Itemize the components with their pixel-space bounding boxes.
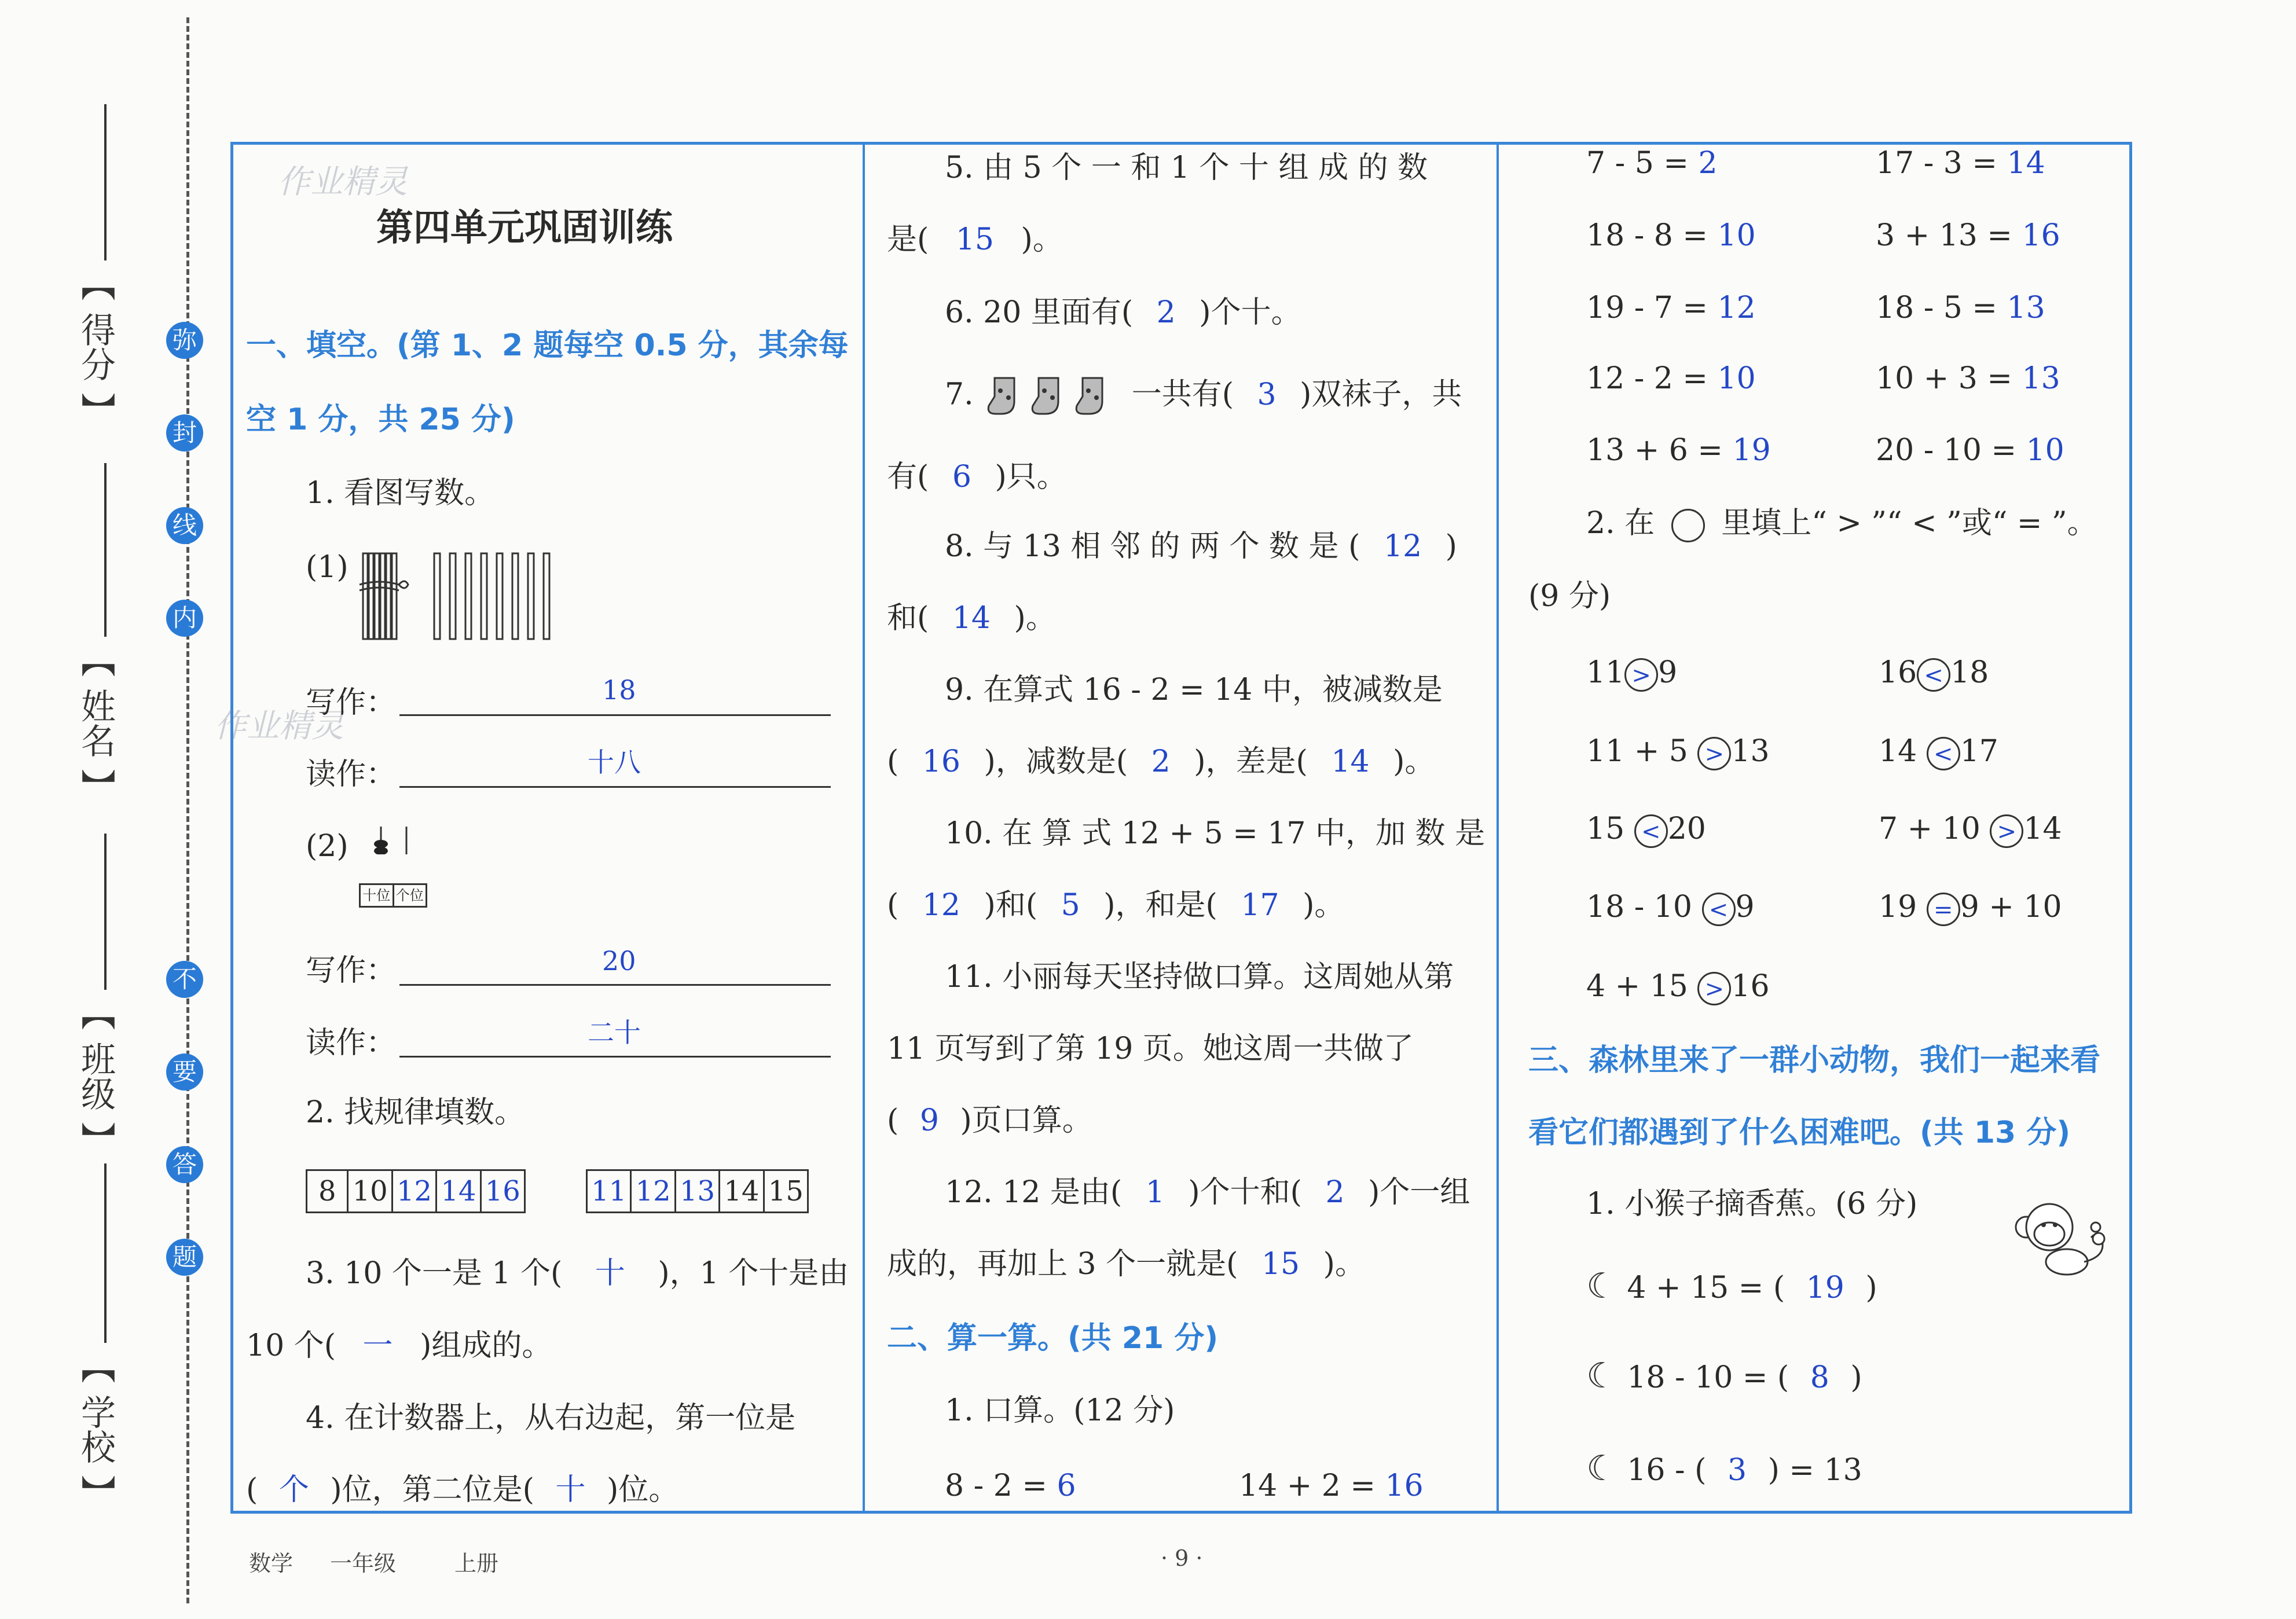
q1-2-write-label: 写作： (306, 953, 397, 988)
question-6 (945, 294, 1301, 331)
question-7-line1 (945, 373, 1462, 420)
q10-answer-1: 12 (922, 888, 960, 923)
calc-expression: 7 - 5 = (1586, 146, 1699, 181)
question-9-line1: 9. 在算式 16 - 2 = 14 中，被减数是 (945, 673, 1443, 707)
cmp-right: 14 (2023, 812, 2062, 846)
cmp-row-1-left (1586, 654, 1677, 692)
score-line (104, 104, 107, 260)
cmp-row-3-left (1586, 810, 1706, 848)
abacus-tens-label: 十位 (361, 885, 394, 906)
q1-2-read-label: 读作： (306, 1026, 397, 1060)
class-line (104, 1163, 107, 1343)
banana-1-answer: 19 (1806, 1271, 1844, 1305)
q9-answer-2: 2 (1151, 744, 1171, 779)
q1-1-read-label: 读作： (306, 757, 397, 792)
question-10-line1: 10. 在 算 式 12 + 5 = 17 中，加 数 是 (945, 816, 1486, 851)
q7-text-a: 7. (945, 377, 974, 412)
calc-row-0-right (1239, 1467, 1424, 1504)
cmp-sign: < (1634, 814, 1668, 848)
cmp-left: 14 (1879, 734, 1917, 769)
calc-row-5-left (1586, 432, 1771, 469)
calc-expression: 18 - 5 = (1876, 291, 2007, 325)
cut-line (186, 17, 189, 1603)
q6-text-b: )个十。 (1199, 295, 1301, 330)
calc-expression: 3 + 13 = (1876, 218, 2022, 253)
q10-text-c: )和( (984, 888, 1038, 923)
seq1-cell: 8 (307, 1171, 349, 1212)
calc-answer: 14 (2007, 146, 2045, 181)
question-3-line2 (246, 1327, 552, 1364)
q1-1-write-line (399, 714, 831, 716)
cmp-left: 11 + 5 (1586, 734, 1688, 769)
question-5-line1: 5. 由 5 个 一 和 1 个 十 组 成 的 数 (945, 150, 1428, 185)
banana-3-text-b: ) = 13 (1767, 1453, 1862, 1488)
calc-row-2-right (1876, 217, 2060, 254)
footer-subject: 数学 (249, 1551, 294, 1576)
banana-1-text-b: ) (1865, 1271, 1877, 1305)
q6-answer: 2 (1156, 295, 1176, 330)
q12-answer-2: 2 (1325, 1175, 1345, 1210)
calc-answer: 16 (2022, 218, 2060, 253)
cmp-sign: > (1697, 972, 1731, 1005)
abacus-ones-label: 个位 (395, 887, 424, 904)
question-1-2-label: (2) (306, 829, 349, 864)
cmp-right: 9 + 10 (1960, 890, 2062, 924)
question-4-line2 (246, 1471, 678, 1508)
q8-text-c: 和( (887, 601, 929, 636)
q1-1-write-label: 写作： (306, 685, 397, 720)
banana-1-text-a: 4 + 15 = ( (1627, 1271, 1785, 1305)
cmp-row-2-left (1586, 733, 1770, 770)
banana-problem-1 (1586, 1268, 1877, 1306)
q1-2-read-answer: 二十 (588, 1017, 641, 1048)
cmp-sign: < (1917, 658, 1950, 692)
seal-char-4: 内 (166, 600, 203, 637)
cmp-sign: > (1990, 814, 2023, 848)
question-4-line1: 4. 在计数器上，从右边起，第一位是 (306, 1401, 796, 1436)
question-7-line2 (887, 458, 1067, 495)
banana-problem-3 (1586, 1450, 1862, 1489)
sticks-figure (356, 550, 553, 643)
q10-answer-3: 17 (1241, 888, 1279, 923)
monkey-icon (2003, 1192, 2119, 1285)
q1-2-read-line (399, 1056, 831, 1058)
question-5-line2 (887, 221, 1063, 258)
banana-2-text-a: 18 - 10 = ( (1627, 1360, 1789, 1395)
score-label: 【 得分 】 (75, 266, 116, 428)
cmp-row-4-right (1879, 889, 2062, 926)
q9-answer-1: 16 (922, 744, 960, 779)
calc-row-2-left (1586, 217, 1756, 254)
q1-2-write-line (399, 984, 831, 986)
class-label: 【 班级 】 (75, 996, 116, 1157)
question-1-1-label: (1) (306, 550, 349, 585)
name-label: 【 姓名 】 (75, 643, 116, 804)
section-3-heading-line2: 看它们都遇到了什么困难吧。(共 13 分) (1528, 1115, 2071, 1150)
section-2-heading: 二、算一算。(共 21 分) (887, 1321, 1219, 1356)
seq1-cell-answer: 12 (393, 1171, 437, 1212)
seq1-cell-answer: 16 (485, 1175, 520, 1207)
q8-text-d: )。 (1014, 601, 1056, 636)
cmp-right: 9 (1735, 890, 1755, 924)
q8-answer-2: 14 (952, 601, 991, 636)
cmp-sign: < (1927, 737, 1960, 770)
section-1-heading-line1: 一、填空。(第 1、2 题每空 0.5 分，其余每 (246, 328, 849, 363)
q4-text-d: )位。 (607, 1473, 679, 1507)
q3-text-a: 3. 10 个一是 1 个( (306, 1256, 563, 1291)
q7-text-b: 一共有( (1131, 377, 1234, 412)
q1-1-write-answer: 18 (602, 674, 636, 706)
abacus-figure (358, 827, 427, 854)
q1-2-write-answer: 20 (602, 945, 636, 976)
socks-icon (983, 373, 1122, 420)
name-line (104, 834, 107, 990)
section-2-question-1: 1. 口算。(12 分) (945, 1393, 1175, 1428)
q4-answer-2: 十 (555, 1473, 586, 1507)
seal-char-7: 答 (166, 1146, 203, 1183)
q8-text-a: 8. 与 13 相 邻 的 两 个 数 是 ( (945, 529, 1360, 564)
seal-char-8: 题 (166, 1239, 203, 1276)
calc-row-3-left (1586, 289, 1756, 326)
seal-char-3: 线 (166, 507, 203, 544)
q5-text-c: )。 (1021, 222, 1063, 257)
calc-answer: 10 (2026, 433, 2064, 468)
q4-text-c: )位，第二位是( (330, 1473, 534, 1507)
cmp-sign: < (1702, 893, 1736, 926)
question-2: 2. 找规律填数。 (306, 1095, 525, 1130)
q11-answer: 9 (919, 1103, 939, 1138)
cmp-sign: > (1697, 737, 1731, 770)
cmp-q-text-a: 2. 在 (1586, 506, 1655, 541)
q9-text-c: )，减数是( (984, 744, 1128, 779)
cmp-left: 19 (1879, 890, 1917, 924)
cmp-left: 4 + 15 (1586, 969, 1688, 1004)
q1-1-read-answer: 十八 (588, 747, 641, 778)
q4-answer-1: 个 (278, 1473, 309, 1507)
question-8-line1 (945, 528, 1457, 565)
q5-answer: 15 (955, 222, 994, 257)
cmp-q-text-b: 里填上“ > ”“ < ”或“ = ”。 (1721, 506, 2097, 541)
q10-text-e: )。 (1303, 888, 1345, 923)
q6-text-a: 6. 20 里面有( (945, 295, 1134, 330)
seq2-cell: 15 (768, 1175, 804, 1207)
q3-text-b: )，1 个十是由 (658, 1256, 849, 1291)
calc-expression: 14 + 2 = (1239, 1469, 1385, 1503)
cmp-right: 9 (1658, 655, 1678, 690)
seq2-cell-answer: 11 (588, 1171, 632, 1212)
section-3-heading-line1: 三、森林里来了一群小动物，我们一起来看 (1528, 1043, 2101, 1078)
cmp-left: 7 + 10 (1879, 812, 1980, 846)
q12-text-b: )个十和( (1188, 1175, 1302, 1210)
question-11-line1: 11. 小丽每天坚持做口算。这周她从第 (945, 960, 1454, 994)
q4-text-b: ( (246, 1473, 258, 1507)
q12-text-d: 成的，再加上 3 个一就是( (887, 1247, 1238, 1282)
q1-1-read-line (399, 786, 831, 788)
q11-text-c: ( (887, 1103, 899, 1138)
q11-text-d: )页口算。 (960, 1103, 1092, 1138)
calc-answer: 19 (1732, 433, 1771, 468)
cmp-sign: = (1927, 893, 1960, 926)
cmp-right: 20 (1667, 812, 1706, 846)
q8-text-b: ) (1445, 529, 1457, 564)
calc-row-0-left (945, 1467, 1076, 1504)
calc-answer: 12 (1717, 291, 1756, 325)
q9-answer-3: 14 (1331, 744, 1370, 779)
cmp-question-line2: (9 分) (1528, 579, 1611, 614)
q7-text-e: )只。 (995, 460, 1067, 494)
banana-icon: ☾ (1586, 1266, 1618, 1306)
q10-text-b: ( (887, 888, 899, 923)
cmp-row-2-right (1879, 733, 1998, 770)
banana-icon: ☾ (1586, 1356, 1618, 1396)
school-label: 【 学校 】 (75, 1349, 116, 1510)
question-9-line2 (887, 743, 1435, 780)
q9-text-d: )，差是( (1194, 744, 1308, 779)
calc-row-1-left (1586, 145, 1718, 182)
q12-text-e: )。 (1323, 1247, 1365, 1282)
calc-row-1-right (1876, 145, 2045, 182)
calc-answer: 10 (1717, 218, 1756, 253)
q5-text-b: 是( (887, 222, 929, 257)
cmp-row-1-right (1879, 654, 1989, 692)
calc-expression: 10 + 3 = (1876, 361, 2022, 396)
calc-row-3-right (1876, 289, 2045, 326)
question-8-line2 (887, 600, 1056, 637)
q9-text-b: ( (887, 744, 899, 779)
sequence-box-2 (586, 1169, 809, 1213)
calc-answer: 13 (2007, 291, 2045, 325)
footer-grade: 一年级 (330, 1551, 397, 1576)
question-3-line1 (306, 1255, 849, 1292)
cmp-right: 18 (1950, 655, 1989, 690)
banana-icon: ☾ (1586, 1448, 1618, 1489)
cmp-row-5-left (1586, 968, 1770, 1005)
q7-answer-2: 6 (952, 460, 971, 494)
cmp-right: 16 (1731, 969, 1770, 1004)
q3-text-d: )组成的。 (420, 1328, 552, 1363)
cmp-row-4-left (1586, 889, 1755, 926)
q12-answer-1: 1 (1145, 1175, 1165, 1210)
question-12-line1 (945, 1174, 1470, 1211)
q10-answer-2: 5 (1061, 888, 1080, 923)
blank-circle-icon (1671, 509, 1705, 542)
seq1-cell: 10 (349, 1171, 393, 1212)
calc-row-4-right (1876, 360, 2060, 397)
cmp-question-line1 (1586, 505, 2097, 542)
cmp-right: 13 (1731, 734, 1770, 769)
cmp-right: 17 (1960, 734, 1998, 769)
calc-row-5-right (1876, 432, 2064, 469)
seq2-cell-answer: 13 (676, 1171, 720, 1212)
seal-char-1: 弥 (166, 322, 203, 359)
score-line-2 (104, 463, 107, 637)
calc-answer: 6 (1057, 1469, 1076, 1503)
column-divider-2 (1497, 142, 1499, 1514)
calc-answer: 16 (1385, 1469, 1424, 1503)
cmp-left: 15 (1586, 812, 1625, 846)
seal-char-6: 要 (166, 1053, 203, 1091)
watermark: 作业精灵 (278, 163, 408, 201)
q12-text-a: 12. 12 是由( (945, 1175, 1123, 1210)
calc-answer: 10 (1717, 361, 1756, 396)
calc-expression: 20 - 10 = (1876, 433, 2026, 468)
section-3-question-1: 1. 小猴子摘香蕉。(6 分) (1586, 1187, 1918, 1221)
cmp-left: 11 (1586, 655, 1625, 690)
seq2-cell-answer: 12 (632, 1171, 676, 1212)
page-title: 第四单元巩固训练 (376, 207, 673, 249)
q3-answer-1: 十 (595, 1256, 625, 1291)
question-11-line3 (887, 1102, 1092, 1139)
seal-char-2: 封 (166, 414, 203, 451)
question-12-line2 (887, 1246, 1365, 1283)
q9-text-e: )。 (1393, 744, 1435, 779)
q7-answer-1: 3 (1257, 377, 1277, 412)
seq2-cell: 14 (720, 1171, 764, 1212)
seal-char-5: 不 (166, 961, 203, 998)
footer-volume: 上册 (454, 1551, 499, 1576)
calc-expression: 12 - 2 = (1586, 361, 1718, 396)
q8-answer-1: 12 (1383, 529, 1422, 564)
calc-answer: 2 (1698, 146, 1718, 181)
question-1: 1. 看图写数。 (306, 476, 495, 511)
abacus-base (359, 883, 427, 908)
banana-problem-2 (1586, 1357, 1862, 1396)
cmp-sign: > (1624, 658, 1658, 692)
q12-answer-3: 15 (1261, 1247, 1300, 1282)
q3-text-c: 10 个( (246, 1328, 336, 1363)
cmp-row-3-right (1879, 810, 2062, 848)
calc-row-4-left (1586, 360, 1756, 397)
sequence-box-1 (306, 1169, 526, 1213)
question-11-line2: 11 页写到了第 19 页。她这周一共做了 (887, 1031, 1414, 1066)
q3-answer-2: 一 (362, 1328, 393, 1363)
calc-answer: 13 (2022, 361, 2060, 396)
calc-expression: 18 - 8 = (1586, 218, 1718, 253)
cmp-left: 16 (1879, 655, 1917, 690)
page-number: · 9 · (1161, 1545, 1203, 1571)
banana-2-text-b: ) (1850, 1360, 1862, 1395)
calc-expression: 13 + 6 = (1586, 433, 1733, 468)
seq1-cell-answer: 14 (437, 1171, 481, 1212)
q7-text-d: 有( (887, 460, 929, 494)
section-1-heading-line2: 空 1 分，共 25 分) (246, 402, 515, 437)
question-10-line2 (887, 887, 1344, 924)
q12-text-c: )个一组 (1368, 1175, 1470, 1210)
q10-text-d: )，和是( (1103, 888, 1217, 923)
q7-text-c: )双袜子，共 (1300, 377, 1462, 412)
watermark-2: 作业精灵 (214, 707, 344, 745)
calc-expression: 19 - 7 = (1586, 291, 1718, 325)
column-divider-1 (863, 142, 865, 1514)
cmp-left: 18 - 10 (1586, 890, 1692, 924)
banana-3-answer: 3 (1727, 1453, 1747, 1488)
banana-3-text-a: 16 - ( (1627, 1453, 1707, 1488)
calc-expression: 8 - 2 = (945, 1469, 1057, 1503)
calc-expression: 17 - 3 = (1876, 146, 2007, 181)
banana-2-answer: 8 (1810, 1360, 1829, 1395)
